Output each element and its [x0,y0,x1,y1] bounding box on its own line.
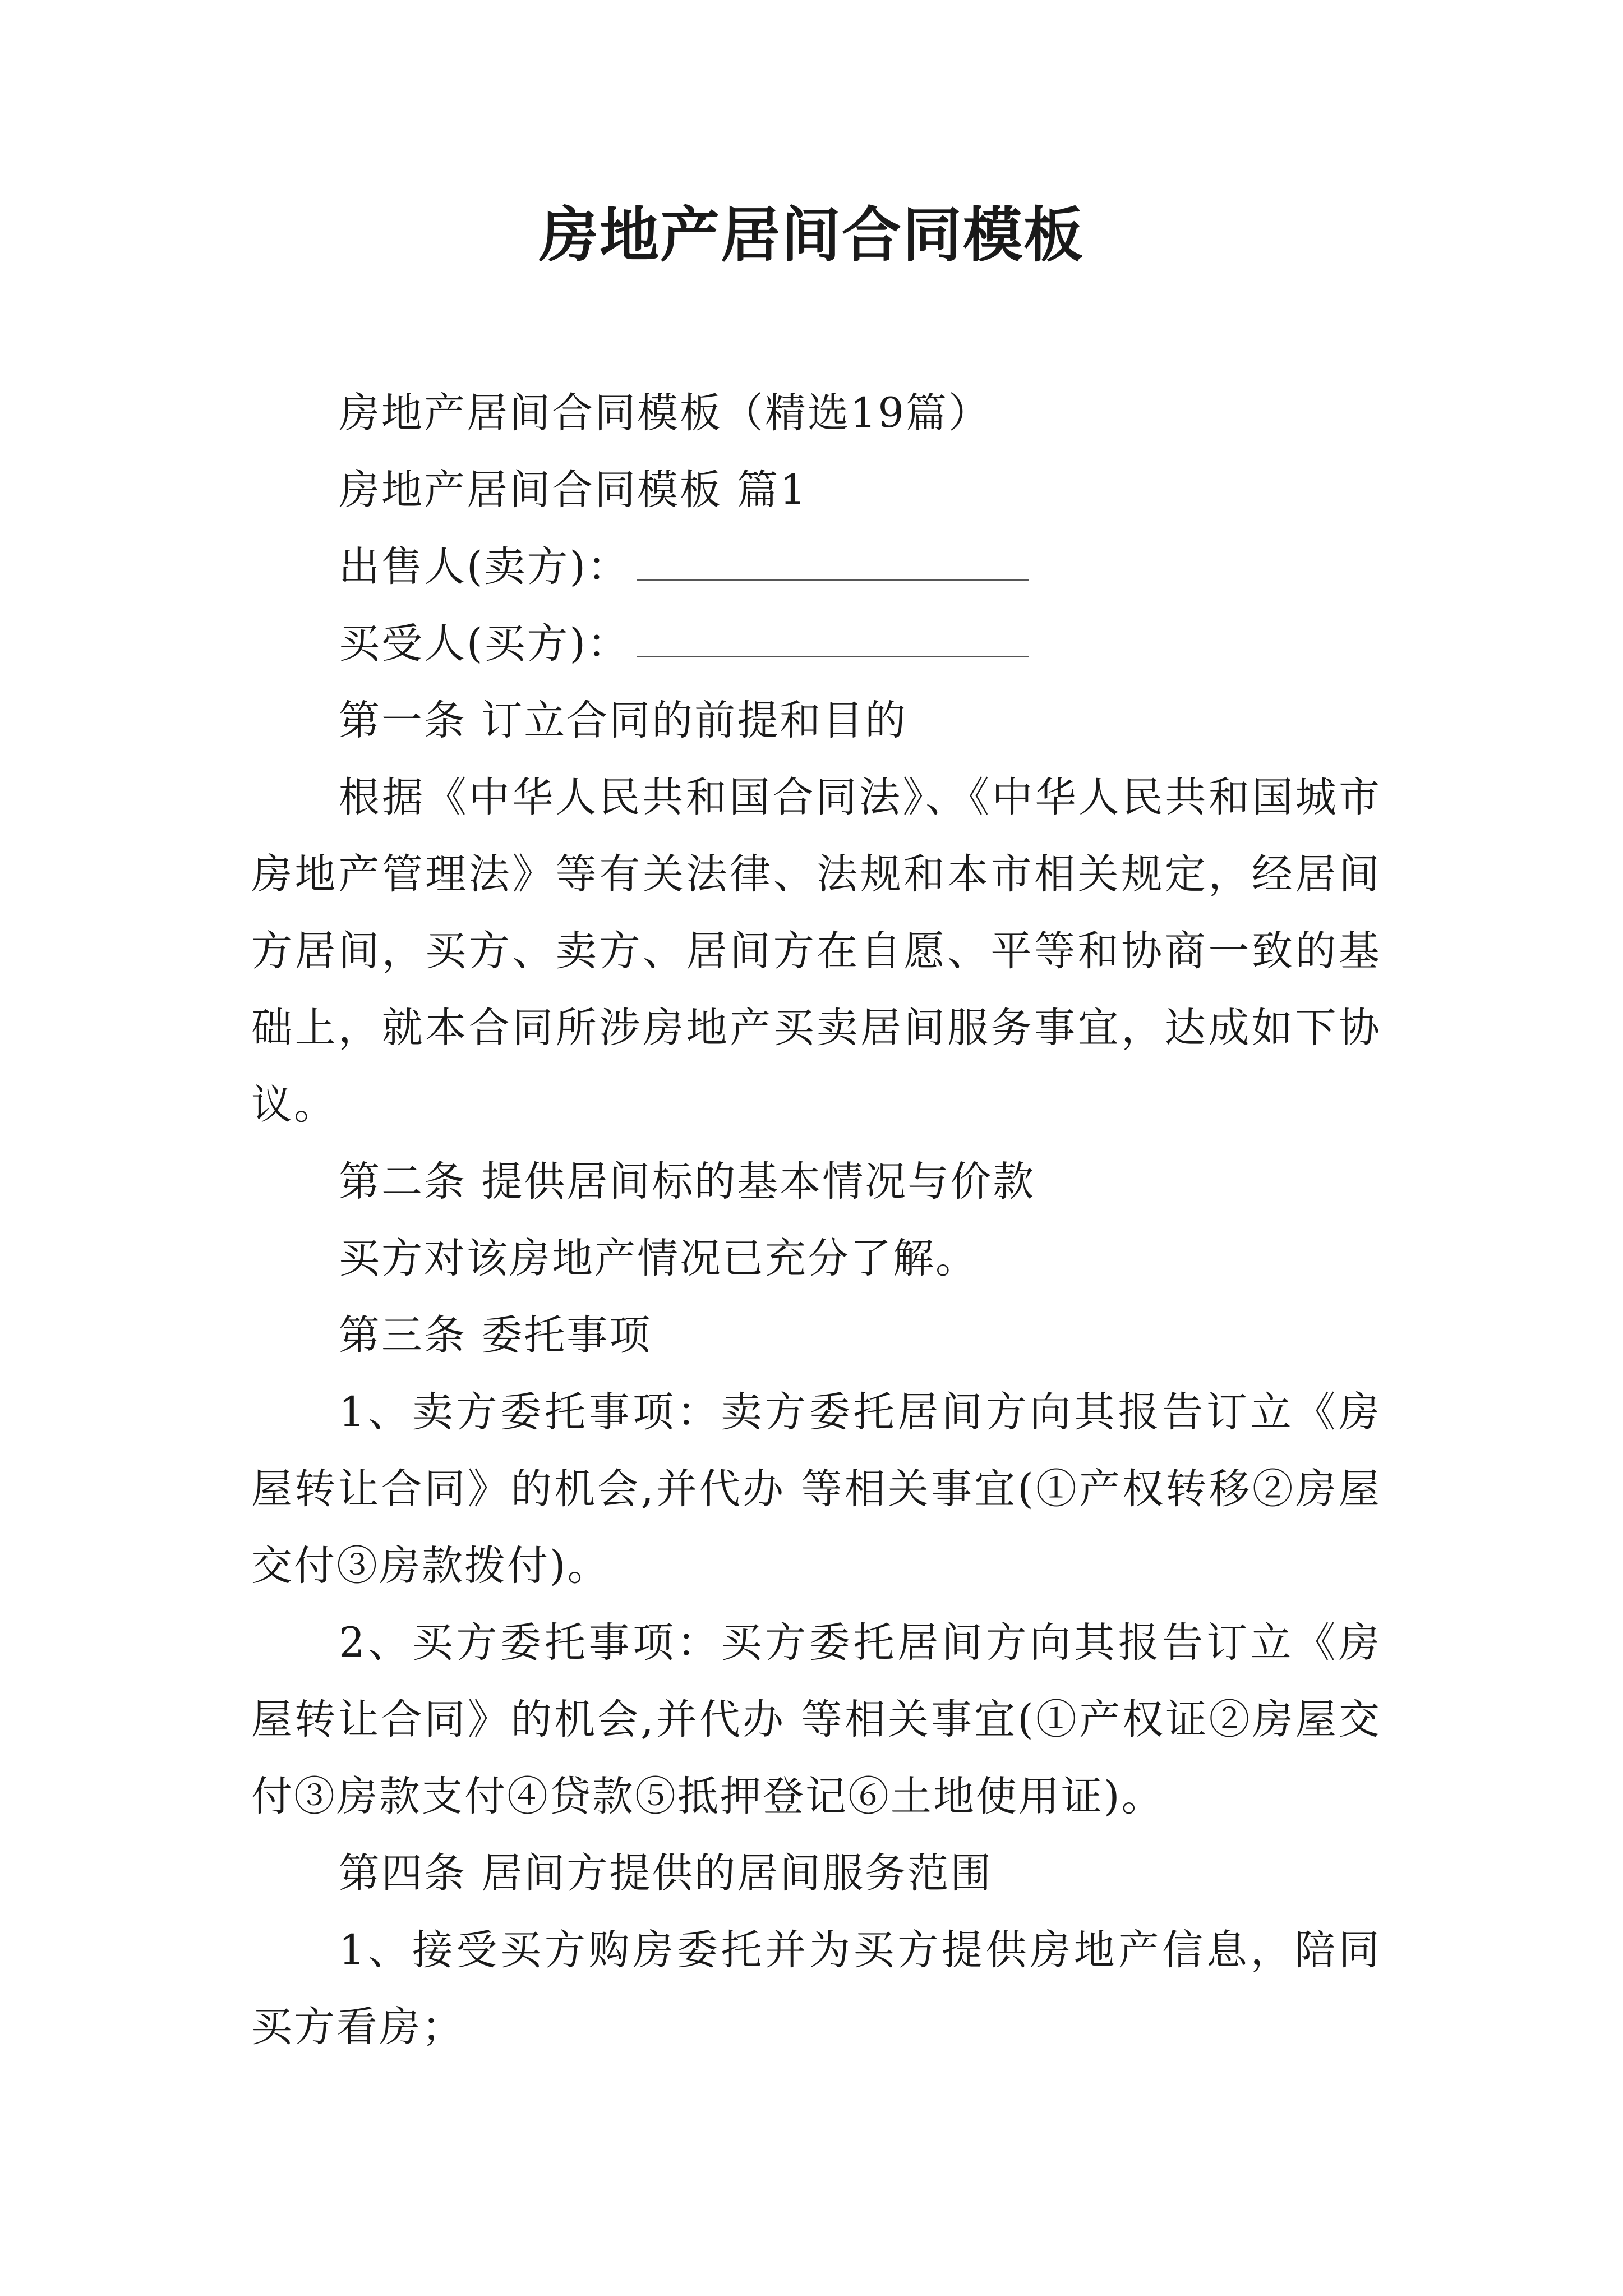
article-4-item-1: 1、接受买方购房委托并为买方提供房地产信息，陪同买方看房； [251,1926,1381,2051]
document-body [251,375,1381,2065]
article-1-heading: 第一条 订立合同的前提和目的 [339,697,908,744]
article-2-text: 买方对该房地产情况已充分了解。 [339,1235,978,1282]
seller-label: 出售人(卖方)： [339,543,630,591]
article-3-heading: 第三条 委托事项 [339,1312,652,1359]
seller-line [251,528,1381,605]
article-1-text: 根据《中华人民共和国合同法》、《中华人民共和国城市房地产管理法》等有关法律、法规和本市相关规定，经居间方居间，买方、卖方、居间方在自愿、平等和协商一致的基础上，就本合同所涉房地产买卖居间服务事宜，达成如下协议。 [251,774,1381,1129]
paragraph-section-heading: 房地产居间合同模板 篇1 [339,466,808,514]
article-4-heading: 第四条 居间方提供的居间服务范围 [339,1849,993,1897]
paragraph-subtitle: 房地产居间合同模板（精选19篇） [339,389,991,437]
buyer-line [251,605,1381,682]
article-2-heading: 第二条 提供居间标的基本情况与价款 [339,1158,1036,1205]
seller-blank-field [637,545,1029,581]
article-3-item-2: 2、买方委托事项：买方委托居间方向其报告订立《房屋转让合同》的机会,并代办 等相关事宜(①产权证②房屋交付③房款支付④贷款⑤抵押登记⑥土地使用证)。 [251,1619,1381,1820]
document-title: 房地产居间合同模板 [539,201,1084,270]
article-3-item-1: 1、卖方委托事项：卖方委托居间方向其报告订立《房屋转让合同》的机会,并代办 等相关事宜(①产权转移②房屋交付③房款拨付)。 [251,1388,1381,1590]
buyer-blank-field [637,622,1029,657]
buyer-label: 买受人(买方)： [339,620,630,668]
